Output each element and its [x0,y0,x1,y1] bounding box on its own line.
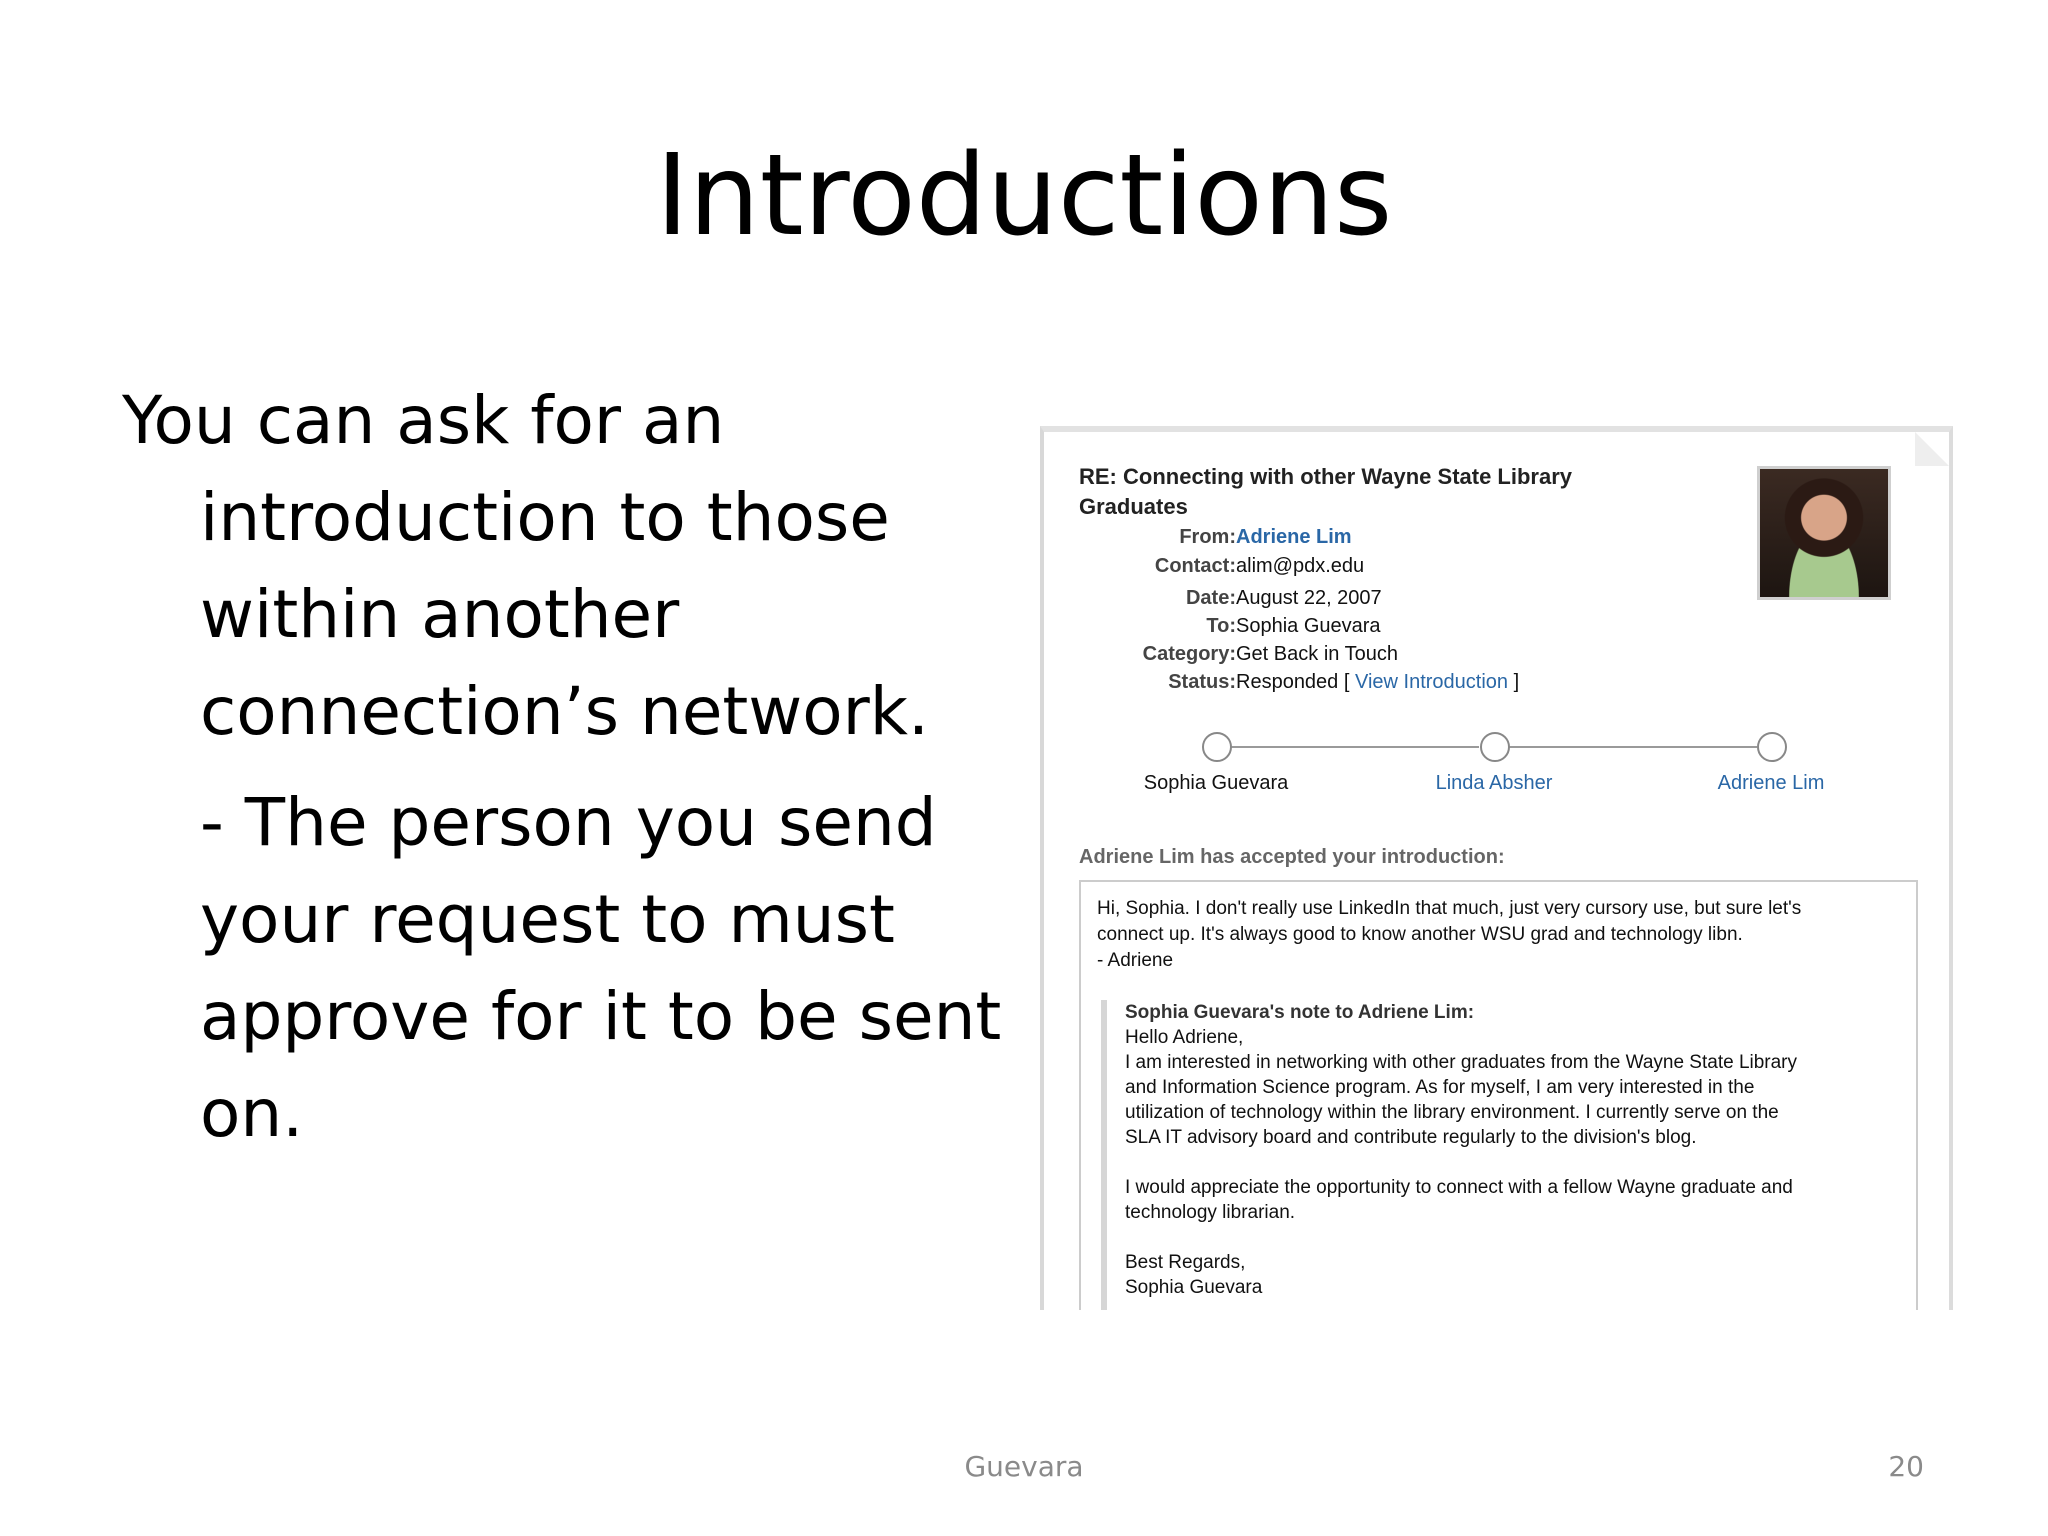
note-closing: Best Regards, [1125,1252,1246,1273]
note-heading: Sophia Guevara's note to Adriene Lim: [1125,1002,1475,1023]
footer-author: Guevara [964,1450,1084,1483]
note-line: SLA IT advisory board and contribute regularly to the division's blog. [1125,1127,1697,1148]
quoted-note [1101,1000,1915,1310]
slide-body [122,372,1022,1162]
spacer [1125,1225,1915,1250]
status-value [1236,671,1519,694]
message-subject: RE: Connecting with other Wayne State Library Graduates [1079,464,1573,519]
bullet-sub: - The person you send your request to must approve for it to be sent on. [200,784,1002,1152]
note-line: I would appreciate the opportunity to connect with a fellow Wayne graduate and [1125,1177,1793,1198]
note-signature: Sophia Guevara [1125,1277,1263,1298]
to-value: Sophia Guevara [1236,615,1381,637]
meta-label: Contact: [1154,555,1236,577]
meta-label: From: [1179,526,1236,548]
path-label-adriene[interactable]: Adriene Lim [1717,772,1825,794]
accepted-heading: Adriene Lim has accepted your introduction: [1079,846,1505,868]
meta-label: Status: [1168,671,1236,693]
slide-title: Introductions [655,131,1393,261]
note-line: utilization of technology within the library environment. I currently serve on the [1125,1102,1779,1123]
view-introduction-link[interactable]: View Introduction [1354,671,1509,693]
path-node [1202,732,1232,762]
status-bracket: ] [1513,671,1520,693]
meta-label: Category: [1142,643,1236,665]
introduction-path [1044,732,1944,802]
spacer [1125,1150,1915,1175]
status-text: Responded [ [1236,671,1350,693]
path-label-linda[interactable]: Linda Absher [1435,772,1553,794]
path-connector [1507,746,1757,748]
contact-value: alim@pdx.edu [1236,555,1365,577]
from-link[interactable]: Adriene Lim [1236,526,1352,548]
path-connector [1229,746,1479,748]
note-greeting: Hello Adriene, [1125,1027,1244,1048]
reply-line: connect up. It's always good to know another WSU grad and technology libn. [1097,924,1743,945]
reply-text [1097,896,1897,974]
profile-photo [1757,466,1891,600]
path-node [1757,732,1787,762]
page-fold [1915,432,1949,466]
page-number: 20 [1888,1450,1924,1483]
reply-line: - Adriene [1097,950,1174,971]
message-box [1079,880,1918,1310]
reply-line: Hi, Sophia. I don't really use LinkedIn that much, just very cursory use, but sure let's [1097,898,1802,919]
linkedin-introduction-screenshot [1040,426,1953,1310]
note-line: and Information Science program. As for myself, I am very interested in the [1125,1077,1755,1098]
category-value: Get Back in Touch [1236,643,1398,665]
meta-label: Date: [1185,587,1236,609]
path-label-sophia: Sophia Guevara [1143,772,1289,794]
note-line: I am interested in networking with other graduates from the Wayne State Library [1125,1052,1798,1073]
date-value: August 22, 2007 [1236,587,1382,609]
bullet-main: You can ask for an introduction to those within another connection’s network. [122,382,929,750]
path-node [1480,732,1510,762]
note-line: technology librarian. [1125,1202,1296,1223]
meta-label: To: [1206,615,1236,637]
